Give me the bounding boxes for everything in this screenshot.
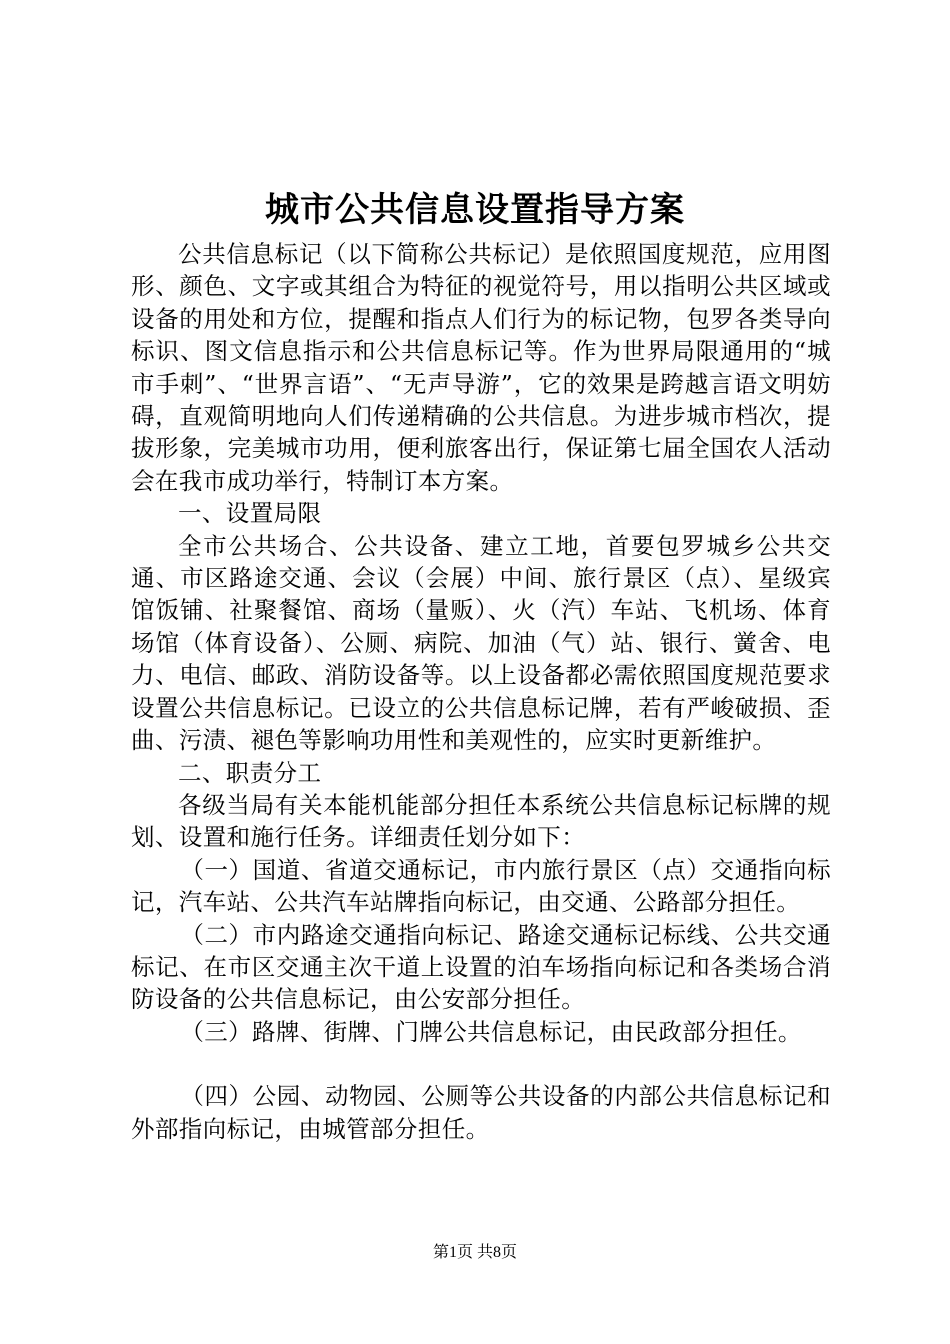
scope-paragraph: 全市公共场合、公共设备、建立工地，首要包罗城乡公共交通、市区路途交通、会议（会展）中间、旅行景区（点）、星级宾馆饭铺、社聚餐馆、商场（量贩）、火（汽）车站、飞机场、体育场馆（体育设备）、公厕、病院、加油（气）站、银行、黉舍、电力、电信、邮政、消防设备等。以上设备都必需依照国度规范要求设置公共信息标记。已设立的公共信息标记牌，若有严峻破损、歪曲、污渍、褪色等影响功用性和美观性的，应实时更新维护。 (131, 531, 831, 755)
duty-item-2: （二）市内路途交通指向标记、路途交通标记标线、公共交通标记、在市区交通主次干道上设置的泊车场指向标记和各类场合消防设备的公共信息标记，由公安部分担任。 (131, 920, 831, 1014)
paragraph-spacer (131, 1048, 831, 1080)
intro-paragraph: 公共信息标记（以下简称公共标记）是依照国度规范，应用图形、颜色、文字或其组合为特征的视觉符号，用以指明公共区域或设备的用处和方位，提醒和指点人们行为的标记物，包罗各类导向标识、图文信息指示和公共信息标记等。作为世界局限通用的“城市手刺”、“世界言语”、“无声导游”，它的效果是跨越言语文明妨碍，直观简明地向人们传递精确的公共信息。为进步城市档次，提拔形象，完美城市功用，便利旅客出行，保证第七届全国农人活动会在我市成功举行，特制订本方案。 (131, 240, 831, 495)
document-title: 城市公共信息设置指导方案 (265, 190, 685, 230)
duty-item-4: （四）公园、动物园、公厕等公共设备的内部公共信息标记和外部指向标记，由城管部分担任。 (131, 1082, 831, 1143)
section-heading-scope: 一、设置局限 (178, 499, 322, 528)
duties-intro-paragraph: 各级当局有关本能机能部分担任本系统公共信息标记标牌的规划、设置和施行任务。详细责任划分如下： (131, 790, 831, 852)
duty-item-3: （三）路牌、街牌、门牌公共信息标记，由民政部分担任。 (180, 1017, 802, 1046)
document-body (131, 238, 831, 1145)
page-footer: 第1页 共8页 (432, 1244, 517, 1261)
duty-item-1: （一）国道、省道交通标记，市内旅行景区（点）交通指向标记，汽车站、公共汽车站牌指向标记，由交通、公路部分担任。 (131, 855, 831, 917)
section-heading-duties: 二、职责分工 (178, 758, 322, 787)
